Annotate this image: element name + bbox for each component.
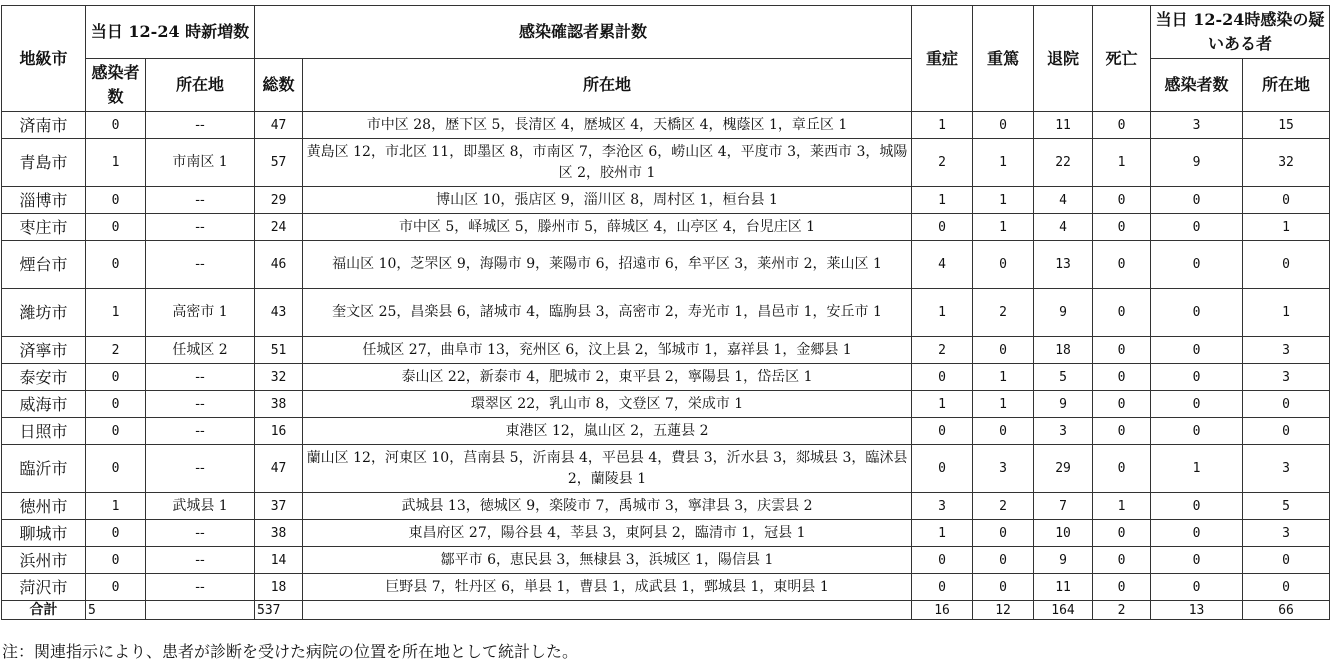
header-cumulative-group: 感染確認者累計数 [255,6,912,59]
critical-cell: 1 [973,214,1034,241]
suspect-count-cell: 0 [1151,187,1243,214]
table-row [2,547,1330,574]
suspect-count-cell: 0 [1151,574,1243,601]
death-cell: 1 [1093,139,1151,187]
suspect-count-cell: 0 [1151,364,1243,391]
header-suspect-infected: 感染者数 [1151,59,1243,112]
header-suspect-group: 当日 12-24時感染の疑いある者 [1151,6,1330,59]
table-row [2,289,1330,337]
suspect-count-cell: 9 [1151,139,1243,187]
total-death-cell: 2 [1093,601,1151,620]
locations-cell: 環翠区 22，乳山市 8，文登区 7，栄成市 1 [303,391,912,418]
critical-cell: 1 [973,139,1034,187]
total-suspect-count-cell: 13 [1151,601,1243,620]
table-row [2,445,1330,493]
death-cell: 0 [1093,241,1151,289]
severe-cell: 2 [912,139,973,187]
locations-cell: 鄒平市 6，恵民县 3，無棣县 3，浜城区 1，陽信县 1 [303,547,912,574]
suspect-location-cell: 1 [1243,289,1330,337]
new-count-cell: 0 [86,547,146,574]
locations-cell: 博山区 10，張店区 9，淄川区 8，周村区 1，桓台县 1 [303,187,912,214]
table-row [2,139,1330,187]
new-count-cell: 0 [86,214,146,241]
death-cell: 0 [1093,187,1151,214]
new-count-cell: 0 [86,112,146,139]
locations-cell: 福山区 10，芝罘区 9，海陽市 9，莱陽市 6，招遠市 6，牟平区 3，莱州市 2，莱山区 1 [303,241,912,289]
suspect-location-cell: 0 [1243,241,1330,289]
new-count-cell: 2 [86,337,146,364]
death-cell: 0 [1093,445,1151,493]
new-count-cell: 0 [86,364,146,391]
locations-cell: 泰山区 22，新泰市 4，肥城市 2，東平县 2，寧陽县 1，岱岳区 1 [303,364,912,391]
discharged-cell: 22 [1034,139,1093,187]
discharged-cell: 4 [1034,187,1093,214]
header-cumulative-total: 総数 [255,59,303,112]
new-location-cell: -- [146,112,255,139]
locations-cell: 巨野县 7，牡丹区 6，単县 1，曹县 1，成武县 1，鄄城县 1，東明县 1 [303,574,912,601]
locations-cell: 東昌府区 27，陽谷县 4，莘县 3，東阿县 2，臨清市 1，冠县 1 [303,520,912,547]
suspect-location-cell: 32 [1243,139,1330,187]
severe-cell: 0 [912,574,973,601]
severe-cell: 0 [912,547,973,574]
death-cell: 0 [1093,391,1151,418]
severe-cell: 0 [912,445,973,493]
suspect-location-cell: 15 [1243,112,1330,139]
city-cell: 威海市 [2,391,86,418]
table-row [2,520,1330,547]
discharged-cell: 9 [1034,391,1093,418]
critical-cell: 0 [973,574,1034,601]
suspect-location-cell: 0 [1243,418,1330,445]
suspect-location-cell: 5 [1243,493,1330,520]
table-row [2,337,1330,364]
severe-cell: 1 [912,187,973,214]
table-row [2,112,1330,139]
death-cell: 0 [1093,520,1151,547]
total-cell: 47 [255,445,303,493]
death-cell: 0 [1093,574,1151,601]
critical-cell: 0 [973,241,1034,289]
city-cell: 臨沂市 [2,445,86,493]
new-location-cell: -- [146,418,255,445]
death-cell: 0 [1093,112,1151,139]
discharged-cell: 29 [1034,445,1093,493]
header-new-location: 所在地 [146,59,255,112]
total-cell: 18 [255,574,303,601]
suspect-count-cell: 0 [1151,337,1243,364]
new-count-cell: 0 [86,391,146,418]
covid-cases-table [1,5,1330,620]
total-cell: 47 [255,112,303,139]
total-cell: 14 [255,547,303,574]
critical-cell: 3 [973,445,1034,493]
total-cell: 57 [255,139,303,187]
discharged-cell: 11 [1034,112,1093,139]
locations-cell: 東港区 12，嵐山区 2，五蓮县 2 [303,418,912,445]
suspect-count-cell: 0 [1151,418,1243,445]
discharged-cell: 11 [1034,574,1093,601]
severe-cell: 1 [912,520,973,547]
death-cell: 0 [1093,418,1151,445]
suspect-count-cell: 0 [1151,214,1243,241]
critical-cell: 0 [973,112,1034,139]
total-locations-cell [303,601,912,620]
new-count-cell: 0 [86,187,146,214]
suspect-location-cell: 0 [1243,547,1330,574]
city-cell: 青島市 [2,139,86,187]
suspect-location-cell: 0 [1243,187,1330,214]
discharged-cell: 4 [1034,214,1093,241]
critical-cell: 2 [973,493,1034,520]
total-critical-cell: 12 [973,601,1034,620]
city-cell: 淄博市 [2,187,86,214]
new-location-cell: -- [146,241,255,289]
locations-cell: 市中区 5，峄城区 5，滕州市 5，薛城区 4，山亭区 4，台児庄区 1 [303,214,912,241]
severe-cell: 0 [912,214,973,241]
city-cell: 済寧市 [2,337,86,364]
suspect-location-cell: 0 [1243,391,1330,418]
new-location-cell: 高密市 1 [146,289,255,337]
severe-cell: 2 [912,337,973,364]
death-cell: 0 [1093,547,1151,574]
header-suspect-location: 所在地 [1243,59,1330,112]
discharged-cell: 5 [1034,364,1093,391]
total-cell: 38 [255,391,303,418]
suspect-count-cell: 0 [1151,289,1243,337]
death-cell: 0 [1093,364,1151,391]
critical-cell: 0 [973,418,1034,445]
new-location-cell: -- [146,214,255,241]
footnote: 注：関連指示により、患者が診断を受けた病院の位置を所在地として統計した。 [2,642,579,661]
header-death: 死亡 [1093,6,1151,112]
locations-cell: 蘭山区 12，河東区 10，莒南县 5，沂南县 4，平邑县 4，費县 3，沂水县 3，郯城县 3，臨沭县 2，蘭陵县 1 [303,445,912,493]
header-new-infected: 感染者数 [86,59,146,112]
new-count-cell: 1 [86,139,146,187]
new-location-cell: 武城县 1 [146,493,255,520]
new-location-cell: -- [146,187,255,214]
new-count-cell: 0 [86,574,146,601]
death-cell: 0 [1093,289,1151,337]
header-cumulative-location: 所在地 [303,59,912,112]
header-new-group: 当日 12-24 時新増数 [86,6,255,59]
table-row [2,364,1330,391]
city-cell: 済南市 [2,112,86,139]
total-cell: 43 [255,289,303,337]
table-row [2,241,1330,289]
suspect-count-cell: 0 [1151,547,1243,574]
discharged-cell: 13 [1034,241,1093,289]
total-suspect-location-cell: 66 [1243,601,1330,620]
total-cell: 16 [255,418,303,445]
total-new-location-cell [146,601,255,620]
discharged-cell: 9 [1034,547,1093,574]
locations-cell: 奎文区 25，昌楽县 6，諸城市 4，臨朐县 3，高密市 2，寿光市 1，昌邑市 1，安丘市 1 [303,289,912,337]
header-discharged: 退院 [1034,6,1093,112]
suspect-location-cell: 3 [1243,337,1330,364]
new-location-cell: -- [146,574,255,601]
new-count-cell: 0 [86,418,146,445]
table-row [2,493,1330,520]
total-total-cell: 537 [255,601,303,620]
city-cell: 浜州市 [2,547,86,574]
death-cell: 0 [1093,214,1151,241]
header-severe: 重症 [912,6,973,112]
new-location-cell: -- [146,520,255,547]
city-cell: 日照市 [2,418,86,445]
suspect-count-cell: 0 [1151,520,1243,547]
city-cell: 濰坊市 [2,289,86,337]
suspect-count-cell: 0 [1151,241,1243,289]
severe-cell: 1 [912,289,973,337]
severe-cell: 1 [912,391,973,418]
total-label-cell: 合計 [2,601,86,620]
severe-cell: 1 [912,112,973,139]
new-location-cell: -- [146,547,255,574]
discharged-cell: 18 [1034,337,1093,364]
critical-cell: 2 [973,289,1034,337]
severe-cell: 0 [912,364,973,391]
new-count-cell: 0 [86,520,146,547]
total-cell: 38 [255,520,303,547]
severe-cell: 4 [912,241,973,289]
critical-cell: 0 [973,337,1034,364]
critical-cell: 0 [973,547,1034,574]
new-location-cell: -- [146,391,255,418]
suspect-location-cell: 3 [1243,445,1330,493]
new-count-cell: 0 [86,241,146,289]
table-row [2,187,1330,214]
death-cell: 1 [1093,493,1151,520]
total-new-count-cell: 5 [86,601,146,620]
discharged-cell: 7 [1034,493,1093,520]
new-count-cell: 1 [86,289,146,337]
locations-cell: 市中区 28，歴下区 5，長清区 4，歴城区 4，天橋区 4，槐蔭区 1，章丘区 1 [303,112,912,139]
severe-cell: 0 [912,418,973,445]
total-cell: 24 [255,214,303,241]
suspect-location-cell: 3 [1243,520,1330,547]
new-location-cell: -- [146,364,255,391]
death-cell: 0 [1093,337,1151,364]
new-location-cell: -- [146,445,255,493]
table-row [2,418,1330,445]
suspect-count-cell: 1 [1151,445,1243,493]
new-location-cell: 市南区 1 [146,139,255,187]
suspect-count-cell: 0 [1151,493,1243,520]
total-cell: 32 [255,364,303,391]
total-cell: 37 [255,493,303,520]
city-cell: 枣庄市 [2,214,86,241]
discharged-cell: 9 [1034,289,1093,337]
suspect-location-cell: 1 [1243,214,1330,241]
city-cell: 煙台市 [2,241,86,289]
city-cell: 徳州市 [2,493,86,520]
total-discharged-cell: 164 [1034,601,1093,620]
table-row [2,214,1330,241]
critical-cell: 1 [973,364,1034,391]
header-city: 地級市 [2,6,86,112]
suspect-count-cell: 3 [1151,112,1243,139]
suspect-location-cell: 3 [1243,364,1330,391]
discharged-cell: 3 [1034,418,1093,445]
locations-cell: 黄島区 12，市北区 11，即墨区 8，市南区 7，李沧区 6，崂山区 4，平度市 3，莱西市 3，城陽区 2，胶州市 1 [303,139,912,187]
new-count-cell: 1 [86,493,146,520]
table-row [2,391,1330,418]
total-severe-cell: 16 [912,601,973,620]
suspect-count-cell: 0 [1151,391,1243,418]
critical-cell: 1 [973,391,1034,418]
new-count-cell: 0 [86,445,146,493]
table-row [2,574,1330,601]
new-location-cell: 任城区 2 [146,337,255,364]
suspect-location-cell: 0 [1243,574,1330,601]
locations-cell: 武城县 13，徳城区 9，楽陵市 7，禹城市 3，寧津县 3，庆雲县 2 [303,493,912,520]
total-cell: 46 [255,241,303,289]
critical-cell: 0 [973,520,1034,547]
city-cell: 泰安市 [2,364,86,391]
total-cell: 51 [255,337,303,364]
severe-cell: 3 [912,493,973,520]
city-cell: 聊城市 [2,520,86,547]
critical-cell: 1 [973,187,1034,214]
total-cell: 29 [255,187,303,214]
locations-cell: 任城区 27，曲阜市 13，兖州区 6，汶上县 2，邹城市 1，嘉祥县 1，金郷县 1 [303,337,912,364]
city-cell: 菏沢市 [2,574,86,601]
discharged-cell: 10 [1034,520,1093,547]
total-row [2,601,1330,620]
header-critical: 重篤 [973,6,1034,112]
